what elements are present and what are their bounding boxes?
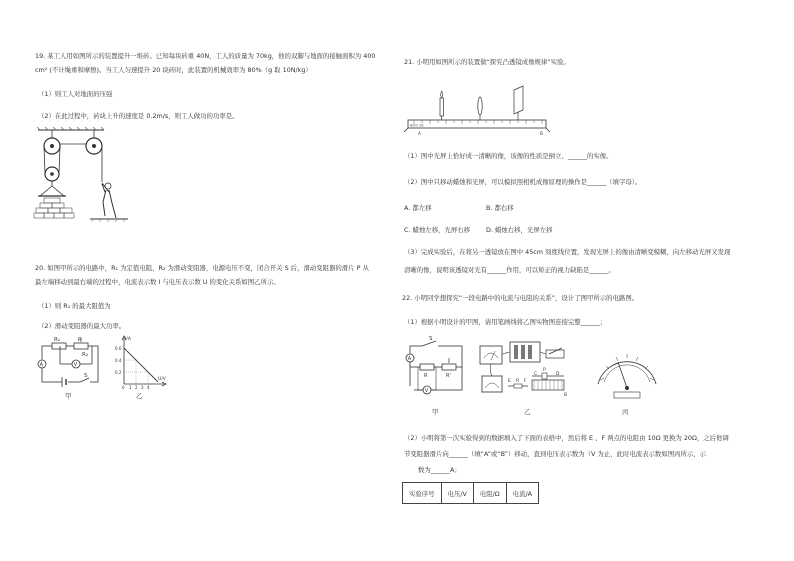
q20-sub2: （2）滑动变阻器的最大功率。 xyxy=(38,322,126,330)
q21-sub3-line2: 清晰的像，说明该透镜对光有______作用，可以矫正的视力缺陷是______。 xyxy=(404,266,615,274)
optical-bench-figure xyxy=(402,80,552,136)
q22-sub2-line3: 数为______A； xyxy=(418,466,461,474)
bench-scale-label: 0cm 10 xyxy=(410,123,424,128)
ammeter-label: A xyxy=(407,356,412,362)
q20-iu-graph xyxy=(114,334,172,390)
r2-label: R xyxy=(516,379,520,384)
p-label: P xyxy=(78,337,82,343)
x-tick: 3 xyxy=(141,385,144,390)
voltmeter-label: V xyxy=(424,388,429,394)
f-label: F xyxy=(524,379,527,384)
r-label: R xyxy=(424,373,428,379)
table-header-cell: 电阻/Ω xyxy=(473,483,506,504)
x-tick: 4 xyxy=(147,385,150,390)
voltmeter-label: V xyxy=(73,362,78,368)
switch-label: S xyxy=(84,373,88,379)
q19-sub1: （1）则工人对地面的压强 xyxy=(38,90,113,98)
ammeter-label: A xyxy=(39,362,44,368)
table-header-cell: 电流/A xyxy=(506,483,538,504)
e-label: E xyxy=(508,379,511,384)
q21-option-d: D. 蜡烛右移，光屏左移 xyxy=(486,226,553,234)
q21-sub1: （1）图中光屏上恰好成一清晰的像，该像的性质是倒立、______的实像。 xyxy=(404,152,613,160)
q19-text-line2: cm² (不计绳重和摩擦)。当工人匀速提升 20 块砖时，此装置的机械效率为 80%（g 取 10N/kg） xyxy=(35,66,312,74)
rp-label: R' xyxy=(446,373,451,379)
q22-sub2-line1: （2）小明将第一次实验得到的数据填入了下面的表格中，然后将 E 、F 两点的电阻由 10Ω 更换为 20Ω，之后他调 xyxy=(404,434,729,442)
q22-text-line1: 22. 小明同学想探究“一段电路中的电流与电阻的关系”，设计了图甲所示的电路图。 xyxy=(402,294,639,302)
graph-y-label: I/A xyxy=(125,337,131,342)
q22-sub1: （1）根据小明设计的甲图，请用笔画线将乙图实物图连接完整______； xyxy=(404,318,607,326)
bench-b-label: B xyxy=(540,131,543,136)
q19-text-line1: 19. 某工人用如图所示的装置提升一堆砖。已知每块砖重 40N，工人的质量为 70kg，他的双脚与地面的接触面积为 400 xyxy=(35,52,376,60)
q20-sub1: （1）则 R₁ 的最大阻值为 xyxy=(38,302,111,310)
q21-sub3-line1: （3）完成实验后，在将另一透镜放在图中 45cm 刻度线位置，发现光屏上的像由清晰变模糊，向左移动光屏又发现 xyxy=(404,248,731,256)
y-tick: 0.4 xyxy=(115,358,122,363)
q20-text-line2: 最左端移动到最右端的过程中，电流表示数 I 与电压表示数 U 的变化关系如图乙所示。 xyxy=(35,278,280,286)
q21-sub2: （2）图中只移动蜡烛和光屏，可以模拟照相机成像原理的操作是______（填字母）。 xyxy=(404,178,642,186)
table-header-row xyxy=(403,483,539,504)
q20-caption-jia: 甲 xyxy=(65,392,72,400)
q22-sub2-line2: 节变阻器滑片向______（填“A”或“B”）移动，直到电压表示数为（V 为止，此时电流表示数如图丙所示，示 xyxy=(404,450,707,458)
q22-caption-jia: 甲 xyxy=(432,408,439,416)
bench-a-label: A xyxy=(418,131,421,136)
table-header-cell: 实验序号 xyxy=(403,483,442,504)
q21-option-c: C. 蜡烛左移，光屏右移 xyxy=(404,226,471,234)
q22-circuit-diagram xyxy=(404,336,470,406)
r1-label: R₁ xyxy=(54,337,61,343)
c-label: C xyxy=(534,372,538,377)
pulley-figure xyxy=(30,126,130,226)
q22-apparatus-figure xyxy=(476,336,572,406)
q22-ammeter-dial xyxy=(590,340,664,402)
q19-sub2: （2）在此过程中，砖块上升的速度是 0.2m/s，则工人做功的功率是。 xyxy=(38,112,239,120)
r2-label: R₂ xyxy=(82,352,89,358)
q20-caption-yi: 乙 xyxy=(136,392,143,400)
q21-option-a: A. 都左移 xyxy=(404,204,432,212)
y-tick: 0.2 xyxy=(115,370,122,375)
q21-option-b: B. 都右移 xyxy=(486,204,514,212)
x-tick: 1 xyxy=(129,385,132,390)
switch-label: S xyxy=(429,336,433,342)
q21-text-line1: 21. 小明用如图所示的装置做“探究凸透镜成像规律”实验。 xyxy=(404,58,570,66)
y-tick: 0.6 xyxy=(115,346,122,351)
graph-x-label: U/V xyxy=(158,377,166,382)
x-tick: 0 xyxy=(122,385,125,390)
q20-text-line1: 20. 如图甲所示的电路中，R₁ 为定值电阻，R₂ 为滑动变阻器，电源电压不变，闭合开关 S 后，滑动变阻器的滑片 P 从 xyxy=(35,264,369,272)
q22-caption-yi: 乙 xyxy=(524,408,531,416)
d-label: D xyxy=(556,372,560,377)
x-tick: 2 xyxy=(135,385,138,390)
table-header-cell: 电压/V xyxy=(441,483,473,504)
b-label: B xyxy=(564,393,568,398)
q20-circuit-diagram xyxy=(32,336,112,394)
q22-caption-bing: 丙 xyxy=(622,408,629,416)
p-label: P xyxy=(543,368,546,373)
results-table xyxy=(402,482,539,504)
